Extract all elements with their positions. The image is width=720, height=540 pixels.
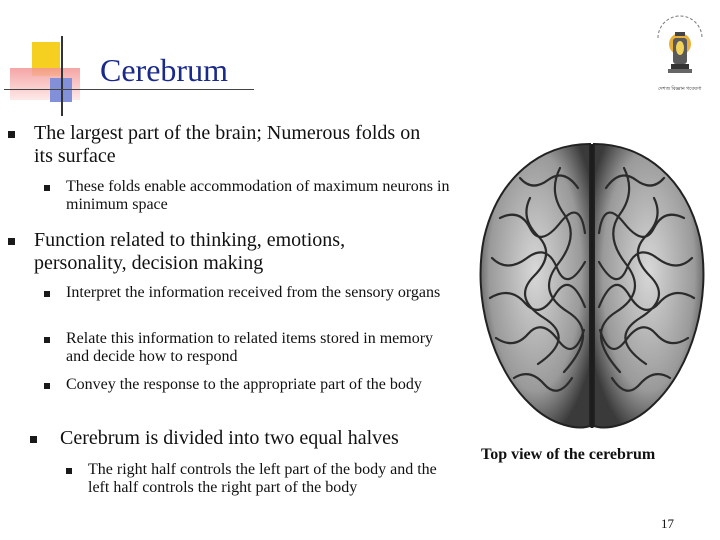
- lantern-emblem-icon: [652, 8, 708, 86]
- bullet-3-sub-1: The right half controls the left part of the body and the left half controls the right part of the body: [88, 461, 437, 497]
- bullet-marker: [30, 436, 37, 443]
- image-caption: Top view of the cerebrum: [481, 446, 656, 463]
- decor-vertical-line: [61, 36, 63, 116]
- bullet-1-text: The largest part of the brain; Numerous folds on its surface: [34, 122, 421, 167]
- brain-top-view-image: [470, 138, 714, 434]
- bullet-marker: [8, 238, 15, 245]
- slide-title: Cerebrum: [100, 52, 228, 88]
- bullet-2-sub-2: Relate this information to related items stored in memory and decide how to respond: [66, 330, 434, 366]
- bullet-marker: [8, 131, 15, 138]
- page-number: 17: [661, 516, 674, 531]
- bullet-2-sub-1: Interpret the information received from the sensory organs: [66, 284, 441, 301]
- sub-bullet-marker: [66, 468, 72, 474]
- sub-bullet-marker: [44, 185, 50, 191]
- sub-bullet-marker: [44, 337, 50, 343]
- bullet-3-text: Cerebrum is divided into two equal halves: [60, 427, 399, 449]
- bullet-2-text: Function related to thinking, emotions, personality, decision making: [34, 229, 346, 274]
- emblem-motto: দেশজ বিজ্ঞান গবেষণা: [658, 87, 702, 92]
- sub-bullet-marker: [44, 383, 50, 389]
- bullet-2-sub-3: Convey the response to the appropriate part of the body: [66, 376, 422, 393]
- bullet-1-sub-1: These folds enable accommodation of maximum neurons in minimum space: [66, 178, 450, 214]
- sub-bullet-marker: [44, 291, 50, 297]
- decor-horizontal-line: [4, 89, 254, 90]
